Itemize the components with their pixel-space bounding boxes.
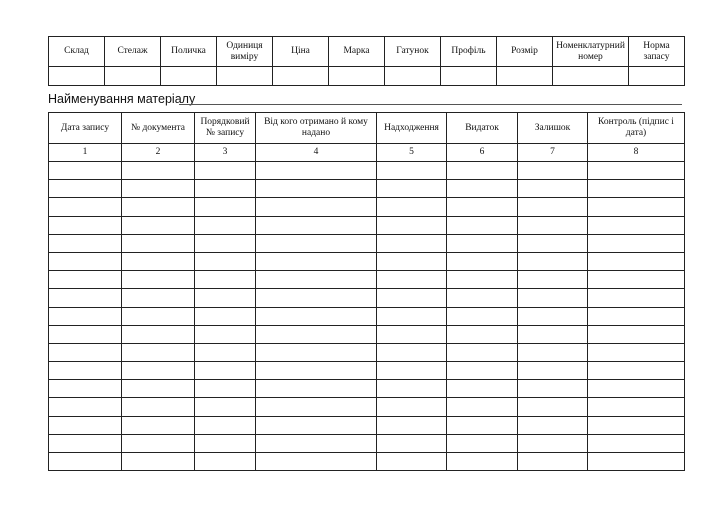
material-name-line[interactable] [179, 104, 682, 105]
table-cell[interactable] [49, 271, 122, 289]
table-cell[interactable] [588, 453, 685, 471]
table-cell[interactable] [49, 234, 122, 252]
table-cell[interactable] [518, 416, 588, 434]
top-header-cell: Поличка [161, 37, 217, 67]
table-cell[interactable] [518, 162, 588, 180]
top-header-cell: Марка [329, 37, 385, 67]
top-blank-cell[interactable] [273, 67, 329, 86]
table-cell[interactable] [256, 252, 377, 270]
table-cell[interactable] [256, 216, 377, 234]
table-row [49, 307, 685, 325]
top-blank-cell[interactable] [553, 67, 629, 86]
top-blank-cell[interactable] [497, 67, 553, 86]
table-cell[interactable] [49, 162, 122, 180]
table-cell[interactable] [518, 398, 588, 416]
table-cell[interactable] [122, 180, 195, 198]
top-header-cell: Ціна [273, 37, 329, 67]
table-cell[interactable] [377, 343, 447, 361]
table-cell[interactable] [256, 180, 377, 198]
table-cell[interactable] [447, 325, 518, 343]
table-cell[interactable] [518, 362, 588, 380]
top-header-cell: Номенклатурний номер [553, 37, 629, 67]
table-cell[interactable] [518, 343, 588, 361]
main-header-cell: Дата запису [49, 113, 122, 144]
main-header-cell: Залишок [518, 113, 588, 144]
main-header-row [49, 113, 685, 144]
top-header-cell: Склад [49, 37, 105, 67]
table-cell[interactable] [122, 252, 195, 270]
table-cell[interactable] [256, 416, 377, 434]
table-cell[interactable] [195, 252, 256, 270]
table-row [49, 380, 685, 398]
table-cell[interactable] [49, 380, 122, 398]
table-cell[interactable] [377, 252, 447, 270]
table-cell[interactable] [122, 325, 195, 343]
top-header-row [49, 37, 685, 67]
table-cell[interactable] [195, 234, 256, 252]
table-cell[interactable] [256, 325, 377, 343]
table-cell[interactable] [447, 271, 518, 289]
table-row [49, 180, 685, 198]
top-blank-cell[interactable] [49, 67, 105, 86]
table-cell[interactable] [256, 343, 377, 361]
table-cell[interactable] [256, 453, 377, 471]
table-cell[interactable] [377, 416, 447, 434]
top-header-cell: Стелаж [105, 37, 161, 67]
table-cell[interactable] [377, 162, 447, 180]
table-cell[interactable] [122, 343, 195, 361]
table-cell[interactable] [122, 307, 195, 325]
column-number-cell: 2 [122, 144, 195, 162]
table-cell[interactable] [49, 252, 122, 270]
table-row [49, 343, 685, 361]
table-cell[interactable] [588, 198, 685, 216]
table-cell[interactable] [122, 362, 195, 380]
table-row [49, 453, 685, 471]
table-cell[interactable] [588, 343, 685, 361]
table-cell[interactable] [518, 325, 588, 343]
table-cell[interactable] [256, 362, 377, 380]
table-cell[interactable] [377, 234, 447, 252]
table-cell[interactable] [518, 434, 588, 452]
table-cell[interactable] [447, 343, 518, 361]
table-cell[interactable] [122, 289, 195, 307]
table-cell[interactable] [122, 380, 195, 398]
table-cell[interactable] [377, 271, 447, 289]
table-cell[interactable] [122, 434, 195, 452]
table-cell[interactable] [49, 362, 122, 380]
table-cell[interactable] [518, 380, 588, 398]
table-row [49, 325, 685, 343]
main-header-cell: Контроль (підпис і дата) [588, 113, 685, 144]
top-header-cell: Одиниця виміру [217, 37, 273, 67]
table-cell[interactable] [122, 198, 195, 216]
table-cell[interactable] [518, 180, 588, 198]
table-cell[interactable] [377, 180, 447, 198]
table-cell[interactable] [195, 453, 256, 471]
table-cell[interactable] [588, 380, 685, 398]
table-row [49, 416, 685, 434]
column-number-cell: 5 [377, 144, 447, 162]
table-row [49, 398, 685, 416]
table-cell[interactable] [195, 289, 256, 307]
table-cell[interactable] [588, 252, 685, 270]
table-cell[interactable] [518, 252, 588, 270]
table-cell[interactable] [447, 398, 518, 416]
main-header-cell: Від кого отримано й кому надано [256, 113, 377, 144]
table-cell[interactable] [447, 216, 518, 234]
table-cell[interactable] [447, 380, 518, 398]
table-cell[interactable] [518, 216, 588, 234]
table-cell[interactable] [256, 234, 377, 252]
top-header-cell: Гатунок [385, 37, 441, 67]
top-blank-cell[interactable] [329, 67, 385, 86]
table-cell[interactable] [195, 180, 256, 198]
column-number-cell: 7 [518, 144, 588, 162]
table-cell[interactable] [122, 216, 195, 234]
table-cell[interactable] [518, 198, 588, 216]
table-row [49, 289, 685, 307]
table-cell[interactable] [588, 234, 685, 252]
table-cell[interactable] [588, 162, 685, 180]
table-cell[interactable] [588, 271, 685, 289]
table-cell[interactable] [518, 289, 588, 307]
table-cell[interactable] [195, 307, 256, 325]
top-blank-cell[interactable] [629, 67, 685, 86]
table-cell[interactable] [195, 162, 256, 180]
table-cell[interactable] [588, 434, 685, 452]
column-number-cell: 6 [447, 144, 518, 162]
table-cell[interactable] [377, 325, 447, 343]
table-cell[interactable] [256, 380, 377, 398]
table-cell[interactable] [377, 289, 447, 307]
table-cell[interactable] [49, 434, 122, 452]
table-cell[interactable] [195, 271, 256, 289]
table-cell[interactable] [588, 216, 685, 234]
column-number-row [49, 144, 685, 162]
table-cell[interactable] [518, 234, 588, 252]
column-number-cell: 8 [588, 144, 685, 162]
top-blank-row [49, 67, 685, 86]
table-cell[interactable] [447, 162, 518, 180]
table-cell[interactable] [195, 325, 256, 343]
top-blank-cell[interactable] [161, 67, 217, 86]
table-cell[interactable] [122, 162, 195, 180]
table-cell[interactable] [588, 307, 685, 325]
table-cell[interactable] [49, 416, 122, 434]
table-cell[interactable] [195, 362, 256, 380]
table-cell[interactable] [195, 198, 256, 216]
table-cell[interactable] [588, 289, 685, 307]
table-cell[interactable] [122, 234, 195, 252]
table-cell[interactable] [49, 216, 122, 234]
column-number-cell: 4 [256, 144, 377, 162]
table-row [49, 234, 685, 252]
table-cell[interactable] [447, 180, 518, 198]
table-cell[interactable] [49, 325, 122, 343]
material-record-table [48, 112, 685, 471]
top-blank-cell[interactable] [105, 67, 161, 86]
column-number-cell: 3 [195, 144, 256, 162]
table-cell[interactable] [256, 307, 377, 325]
table-cell[interactable] [195, 380, 256, 398]
table-cell[interactable] [49, 343, 122, 361]
table-cell[interactable] [447, 252, 518, 270]
table-cell[interactable] [195, 398, 256, 416]
table-cell[interactable] [195, 434, 256, 452]
table-cell[interactable] [49, 307, 122, 325]
table-cell[interactable] [49, 289, 122, 307]
table-cell[interactable] [256, 198, 377, 216]
table-cell[interactable] [447, 198, 518, 216]
main-header-cell: № документа [122, 113, 195, 144]
table-cell[interactable] [49, 398, 122, 416]
table-cell[interactable] [588, 325, 685, 343]
table-cell[interactable] [447, 434, 518, 452]
table-cell[interactable] [377, 380, 447, 398]
table-cell[interactable] [49, 180, 122, 198]
top-blank-cell[interactable] [217, 67, 273, 86]
table-cell[interactable] [49, 453, 122, 471]
table-cell[interactable] [122, 271, 195, 289]
table-cell[interactable] [447, 307, 518, 325]
main-header-cell: Порядковий № запису [195, 113, 256, 144]
table-cell[interactable] [377, 434, 447, 452]
table-cell[interactable] [195, 216, 256, 234]
top-info-table [48, 36, 685, 86]
table-cell[interactable] [256, 162, 377, 180]
table-cell[interactable] [377, 198, 447, 216]
table-cell[interactable] [588, 180, 685, 198]
top-blank-cell[interactable] [441, 67, 497, 86]
table-cell[interactable] [256, 434, 377, 452]
table-cell[interactable] [377, 362, 447, 380]
table-cell[interactable] [377, 307, 447, 325]
table-cell[interactable] [588, 362, 685, 380]
table-cell[interactable] [256, 398, 377, 416]
top-header-cell: Розмір [497, 37, 553, 67]
table-row [49, 252, 685, 270]
table-cell[interactable] [377, 453, 447, 471]
main-header-cell: Видаток [447, 113, 518, 144]
table-row [49, 362, 685, 380]
table-cell[interactable] [256, 271, 377, 289]
table-row [49, 216, 685, 234]
top-header-cell: Профіль [441, 37, 497, 67]
table-cell[interactable] [122, 398, 195, 416]
table-cell[interactable] [588, 416, 685, 434]
table-cell[interactable] [122, 416, 195, 434]
table-cell[interactable] [256, 289, 377, 307]
table-cell[interactable] [518, 453, 588, 471]
table-row [49, 198, 685, 216]
table-cell[interactable] [195, 343, 256, 361]
table-cell[interactable] [377, 398, 447, 416]
table-cell[interactable] [377, 216, 447, 234]
table-cell[interactable] [122, 453, 195, 471]
material-name-label: Найменування матеріалу [48, 92, 196, 106]
table-cell[interactable] [447, 234, 518, 252]
table-cell[interactable] [49, 198, 122, 216]
table-cell[interactable] [447, 416, 518, 434]
table-cell[interactable] [447, 453, 518, 471]
top-blank-cell[interactable] [385, 67, 441, 86]
main-header-cell: Надходження [377, 113, 447, 144]
table-cell[interactable] [518, 271, 588, 289]
table-row [49, 271, 685, 289]
column-number-cell: 1 [49, 144, 122, 162]
table-cell[interactable] [588, 398, 685, 416]
table-cell[interactable] [447, 289, 518, 307]
top-header-cell: Норма запасу [629, 37, 685, 67]
table-cell[interactable] [447, 362, 518, 380]
table-cell[interactable] [195, 416, 256, 434]
table-row [49, 162, 685, 180]
table-cell[interactable] [518, 307, 588, 325]
table-row [49, 434, 685, 452]
